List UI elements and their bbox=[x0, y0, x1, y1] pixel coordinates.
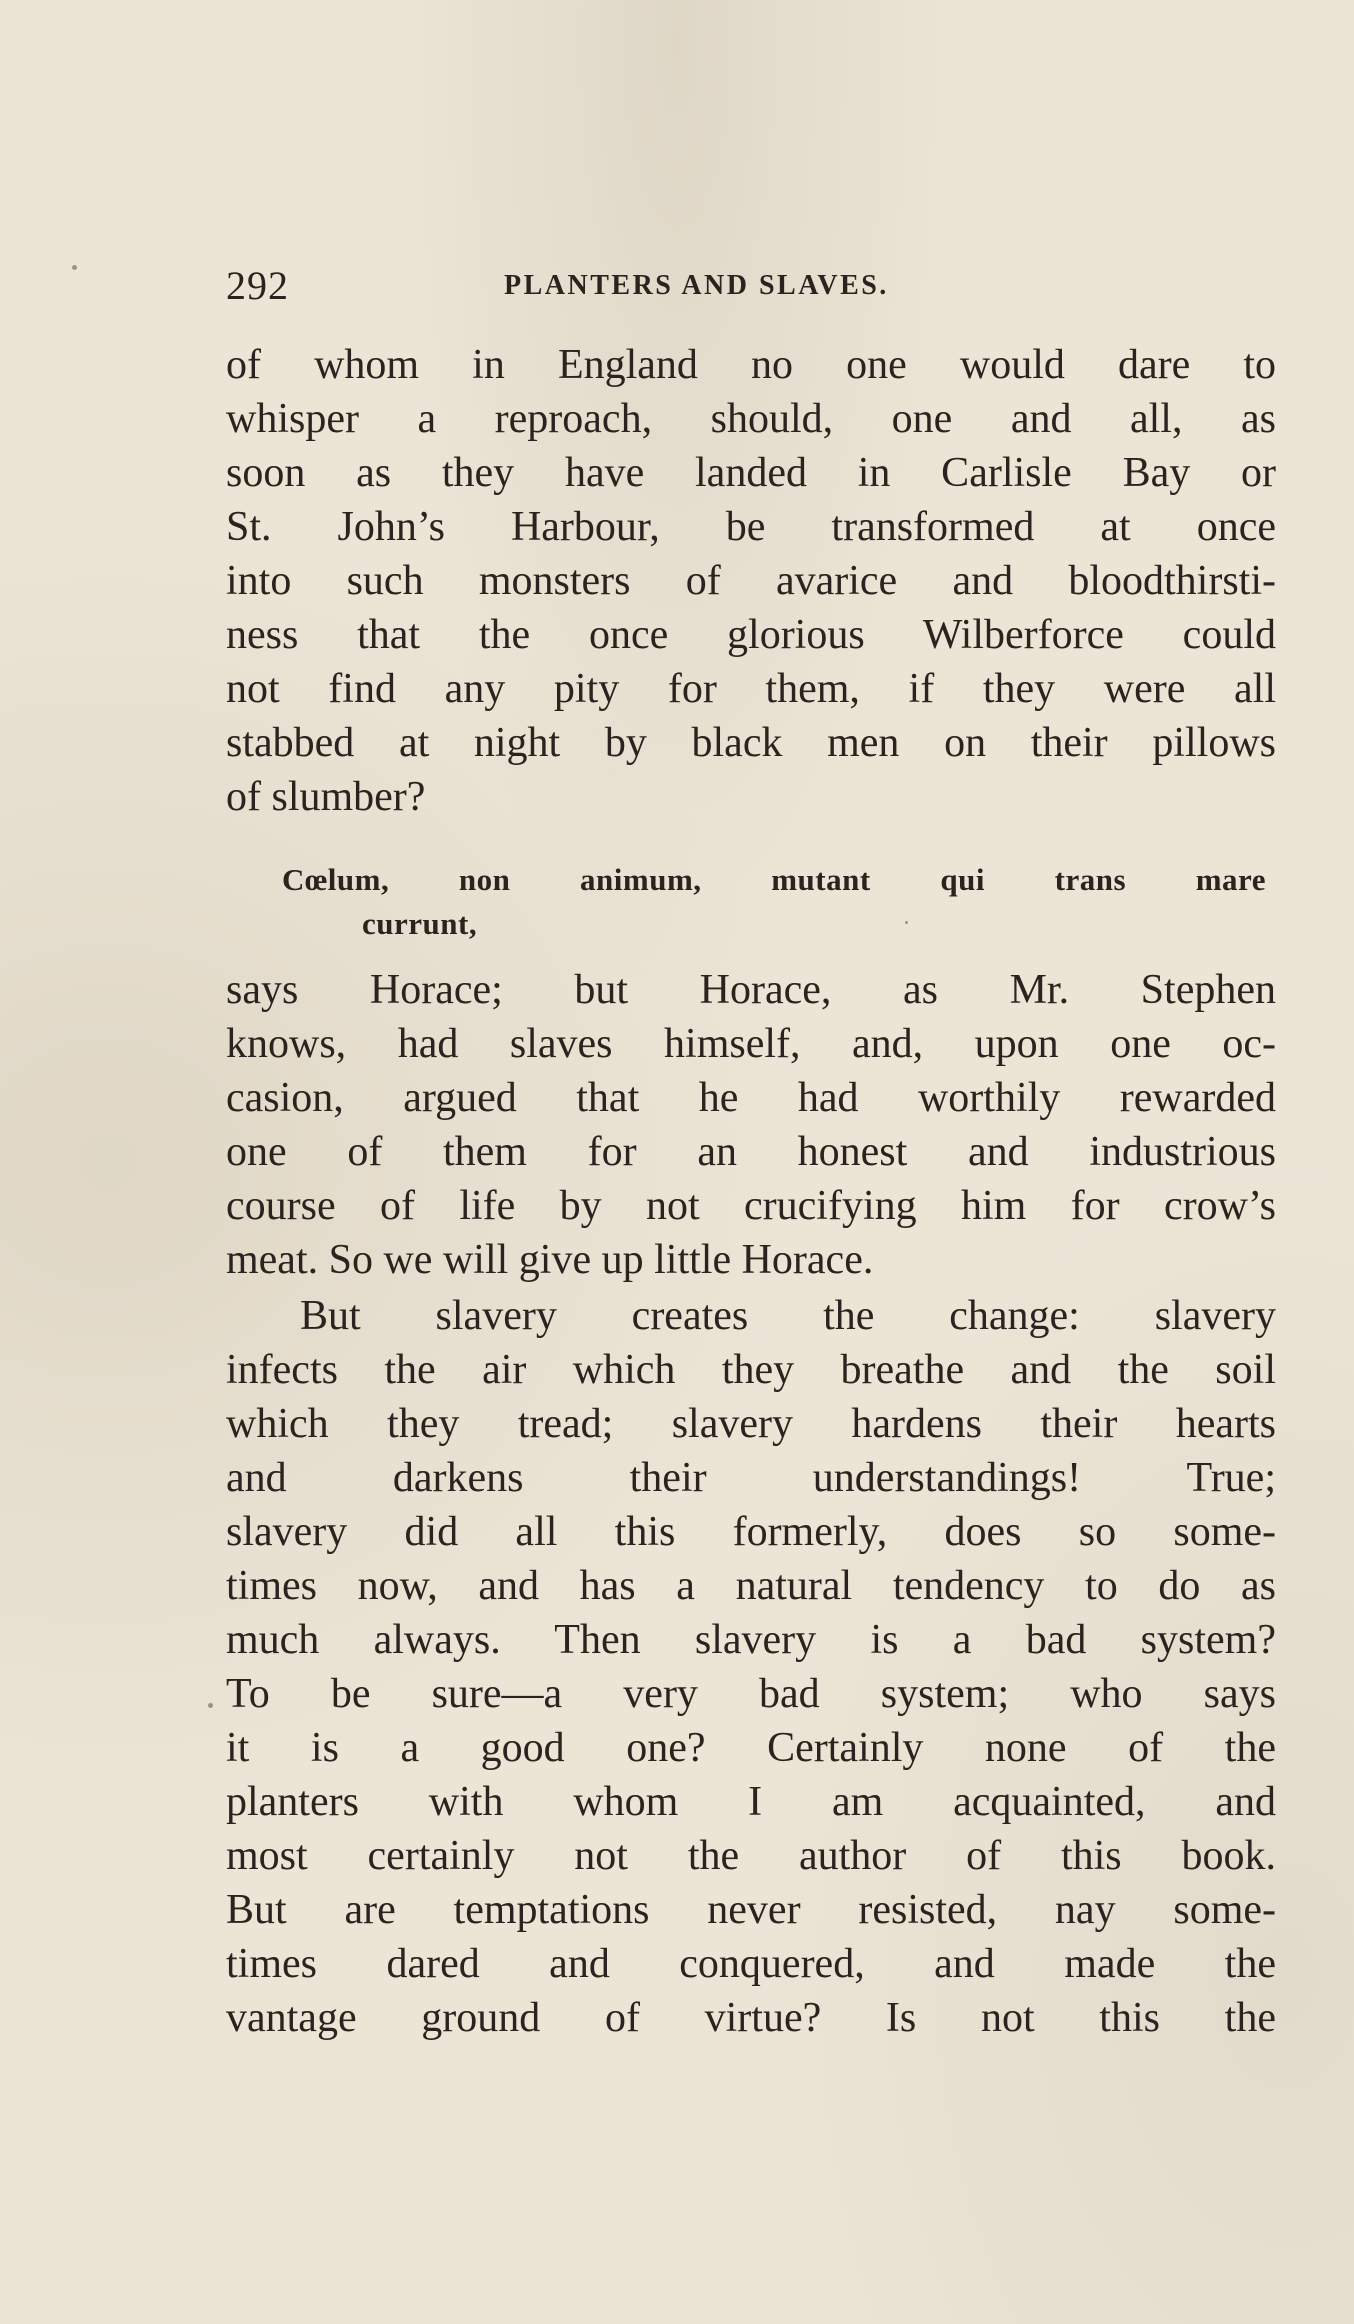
paragraph-2 bbox=[226, 963, 1276, 1287]
text-line: course of life by not crucifying him for crow’s bbox=[226, 1183, 1276, 1229]
quotation-line: currunt, bbox=[362, 906, 478, 941]
running-head: PLANTERS AND SLAVES. bbox=[504, 270, 889, 301]
text-line: whisper a reproach, should, one and all, as bbox=[226, 396, 1276, 442]
text-line: To be sure—a very bad system; who says bbox=[226, 1671, 1276, 1717]
text-line: into such monsters of avarice and bloodthirsti- bbox=[226, 558, 1276, 604]
page-number: 292 bbox=[226, 263, 289, 308]
paragraph-3 bbox=[226, 1289, 1276, 2045]
paper-speck bbox=[72, 265, 77, 270]
text-line: one of them for an honest and industrious bbox=[226, 1129, 1276, 1175]
text-line: stabbed at night by black men on their pillows bbox=[226, 720, 1276, 766]
text-line: slavery did all this formerly, does so some- bbox=[226, 1509, 1276, 1555]
text-line: says Horace; but Horace, as Mr. Stephen bbox=[226, 967, 1276, 1013]
text-line: planters with whom I am acquainted, and bbox=[226, 1779, 1276, 1825]
text-line: not find any pity for them, if they were all bbox=[226, 666, 1276, 712]
paper-speck bbox=[208, 1703, 213, 1708]
text-line: which they tread; slavery hardens their hearts bbox=[226, 1401, 1276, 1447]
page-header bbox=[226, 262, 1276, 312]
text-line: most certainly not the author of this book. bbox=[226, 1833, 1276, 1879]
text-line: meat. So we will give up little Horace. bbox=[226, 1237, 874, 1283]
text-line: times dared and conquered, and made the bbox=[226, 1941, 1276, 1987]
latin-quotation bbox=[282, 858, 1266, 946]
text-line: and darkens their understandings! True; bbox=[226, 1455, 1276, 1501]
text-line: infects the air which they breathe and the soil bbox=[226, 1347, 1276, 1393]
text-line: knows, had slaves himself, and, upon one oc- bbox=[226, 1021, 1276, 1067]
text-line: St. John’s Harbour, be transformed at once bbox=[226, 504, 1276, 550]
text-line: casion, argued that he had worthily rewarded bbox=[226, 1075, 1276, 1121]
paragraph-1 bbox=[226, 338, 1276, 824]
text-line: vantage ground of virtue? Is not this the bbox=[226, 1995, 1276, 2041]
quotation-line: Cœlum, non animum, mutant qui trans mare bbox=[282, 862, 1266, 897]
text-line: times now, and has a natural tendency to do as bbox=[226, 1563, 1276, 1609]
text-line: But are temptations never resisted, nay some- bbox=[226, 1887, 1276, 1933]
text-line: soon as they have landed in Carlisle Bay or bbox=[226, 450, 1276, 496]
text-line: ness that the once glorious Wilberforce could bbox=[226, 612, 1276, 658]
text-line: much always. Then slavery is a bad system? bbox=[226, 1617, 1276, 1663]
text-line: it is a good one? Certainly none of the bbox=[226, 1725, 1276, 1771]
text-line: But slavery creates the change: slavery bbox=[300, 1293, 1276, 1339]
text-line: of slumber? bbox=[226, 774, 426, 820]
paper-speck bbox=[905, 921, 908, 924]
text-line: of whom in England no one would dare to bbox=[226, 342, 1276, 388]
